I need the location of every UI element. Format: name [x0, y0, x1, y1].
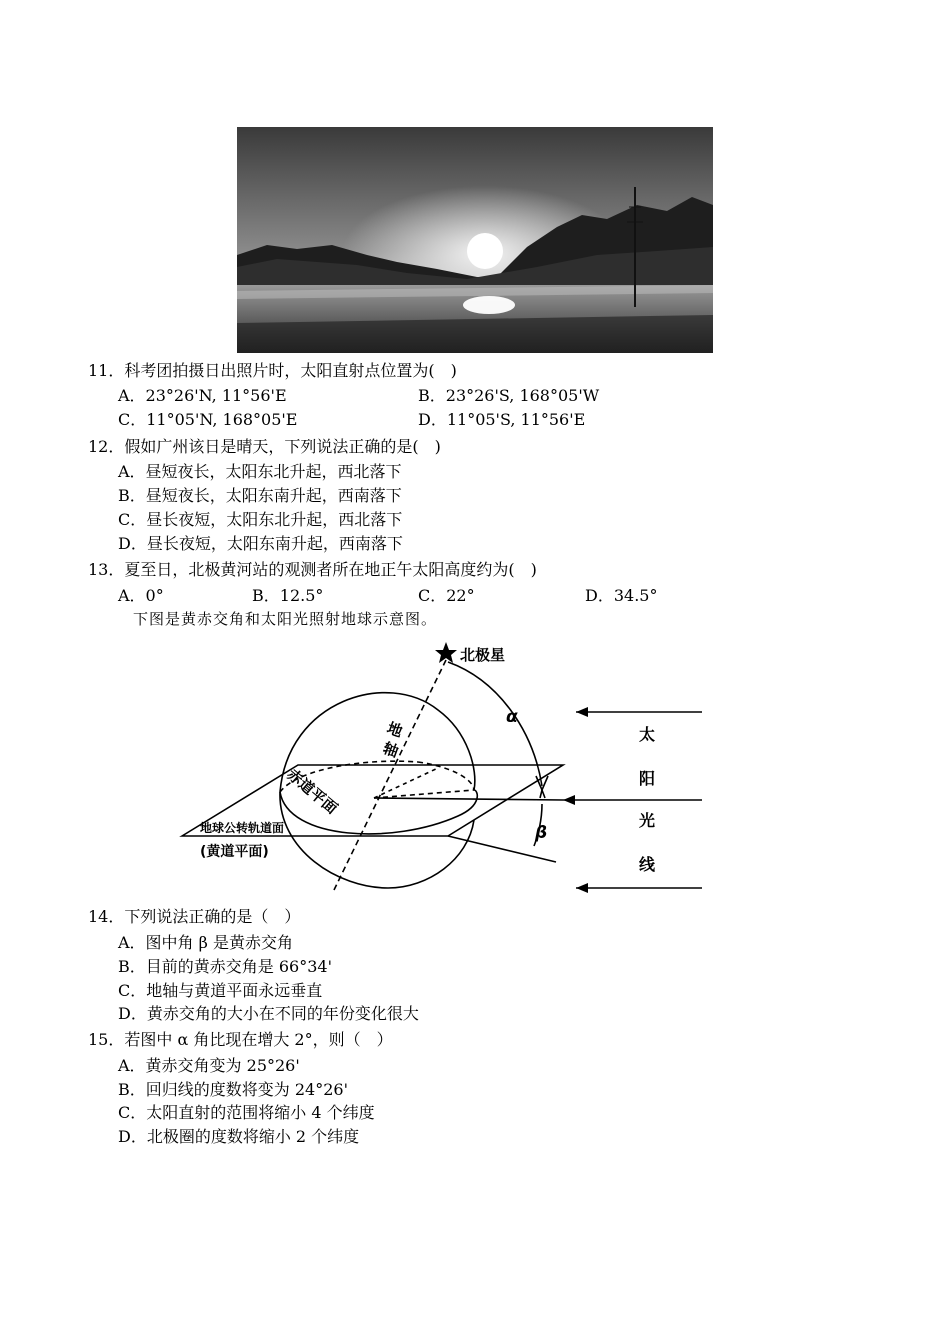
- q14-option-d: D．黄赤交角的大小在不同的年份变化很大: [118, 1004, 419, 1023]
- q15-option-b: B．回归线的度数将变为 24°26': [118, 1080, 348, 1099]
- question-11-stem: 11．科考团拍摄日出照片时，太阳直射点位置为( ): [88, 361, 457, 380]
- question-12-stem: 12．假如广州该日是晴天，下列说法正确的是( ): [88, 437, 441, 456]
- alpha-label: α: [506, 707, 518, 727]
- ecliptic-plane-label: (黄道平面): [200, 844, 269, 860]
- q14-option-b: B．目前的黄赤交角是 66°34': [118, 957, 332, 976]
- q15-option-c: C．太阳直射的范围将缩小 4 个纬度: [118, 1103, 375, 1122]
- q11-option-b: B．23°26'S, 168°05'W: [418, 386, 600, 405]
- q15-option-d: D．北极圈的度数将缩小 2 个纬度: [118, 1127, 360, 1146]
- obliquity-diagram: [178, 640, 718, 898]
- sunlight-label-char-3: 光: [639, 811, 656, 830]
- q11-option-d: D．11°05'S, 11°56'E: [418, 410, 586, 429]
- sunrise-photo: [237, 127, 713, 353]
- q11-option-a: A．23°26'N, 11°56'E: [118, 386, 287, 405]
- polaris-label: 北极星: [460, 646, 506, 664]
- q12-option-a: A．昼短夜长，太阳东北升起，西北落下: [118, 462, 402, 481]
- axis-label-char-1: 地: [384, 718, 405, 741]
- q12-option-c: C．昼长夜短，太阳东北升起，西北落下: [118, 510, 403, 529]
- q15-option-a: A．黄赤交角变为 25°26': [118, 1056, 300, 1075]
- q14-option-a: A．图中角 β 是黄赤交角: [118, 933, 293, 952]
- question-14-stem: 14．下列说法正确的是（ ）: [88, 907, 301, 926]
- q12-option-b: B．昼短夜长，太阳东南升起，西南落下: [118, 486, 402, 505]
- orbit-plane-label: 地球公转轨道面: [200, 821, 285, 835]
- polaris-star-icon: [435, 642, 457, 663]
- q11-option-c: C．11°05'N, 168°05'E: [118, 410, 298, 429]
- q13-option-d: D．34.5°: [585, 586, 658, 605]
- sunlight-label-char-4: 线: [639, 855, 656, 874]
- axis-label-char-2: 轴: [380, 738, 401, 761]
- question-15-stem: 15．若图中 α 角比现在增大 2°，则（ ）: [88, 1030, 393, 1049]
- alpha-arc: [448, 662, 542, 786]
- q13-option-c: C．22°: [418, 586, 475, 605]
- sunlight-label-char-2: 阳: [639, 769, 656, 788]
- q12-option-d: D．昼长夜短，太阳东南升起，西南落下: [118, 534, 403, 553]
- q14-option-c: C．地轴与黄道平面永远垂直: [118, 981, 323, 1000]
- earth-axis: [334, 660, 446, 890]
- sunlight-label-char-1: 太: [639, 725, 656, 744]
- question-13-stem: 13．夏至日，北极黄河站的观测者所在地正午太阳高度约为( ): [88, 560, 537, 579]
- beta-label: β: [535, 823, 548, 843]
- q13-option-b: B．12.5°: [252, 586, 324, 605]
- equator-plane-label: 赤道平面: [283, 765, 341, 818]
- diagram-intro: 下图是黄赤交角和太阳光照射地球示意图。: [133, 610, 438, 628]
- q13-option-a: A．0°: [118, 586, 164, 605]
- globe-lower-outline: [280, 792, 474, 888]
